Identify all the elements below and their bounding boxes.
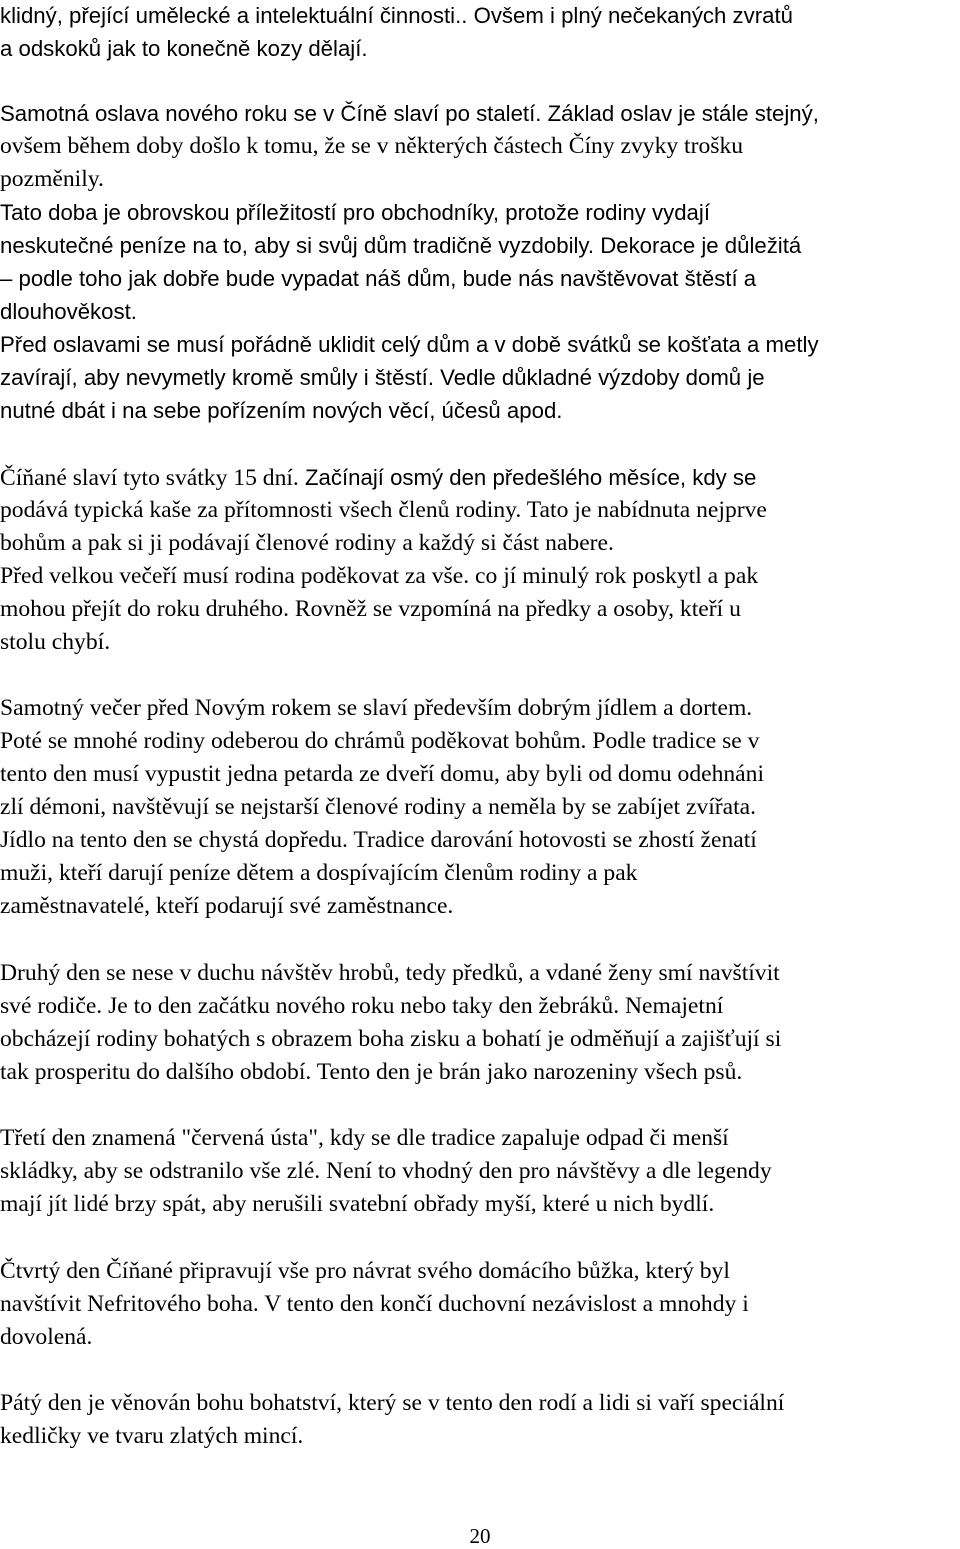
text-span: Nemajetní: [619, 993, 724, 1019]
text-line: Pátý den je věnován bohu bohatství, který se v tento den rodí a lidi si vaří speciální: [0, 1390, 785, 1416]
text-line: [0, 364, 765, 391]
text-span: Před velkou večeří musí rodina poděkovat za vše.: [0, 563, 470, 589]
text-line: obcházejí rodiny bohatých s obrazem boha zisku a bohatí je odměňují a zajišťují si: [0, 1026, 782, 1052]
text-line: [0, 497, 767, 524]
text-line: tento den musí vypustit jedna petarda ze dveří domu, aby byli od domu odehnáni: [0, 761, 765, 787]
text-span: Vedle důkladné výzdoby domů je: [434, 365, 765, 390]
text-line: Třetí den znamená "červená ústa", kdy se dle tradice zapaluje odpad či menší: [0, 1125, 729, 1151]
text-span: podává typická kaše za přítomnosti všech členů rodiny.: [0, 497, 522, 523]
text-line: bohům a pak si ji podávají členové rodiny a každý si část nabere.: [0, 530, 614, 556]
text-line: Samotná oslava nového roku se v Číně slaví po staletí. Základ oslav je stále stejný,: [0, 101, 819, 126]
page-number: 20: [469, 1524, 491, 1548]
text-span: Jídlo na tento den se chystá dopředu.: [0, 827, 348, 853]
text-span: Podle tradice se v: [586, 728, 760, 754]
text-line: ovšem během doby došlo k tomu, že se v některých částech Číny zvyky trošku: [0, 133, 744, 159]
text-line: kedličky ve tvaru zlatých mincí.: [0, 1423, 304, 1449]
text-span: Poté se mnohé rodiny odeberou do chrámů poděkovat bohům.: [0, 728, 587, 754]
text-line: nutné dbát i na sebe pořízením nových věcí, účesů apod.: [0, 398, 563, 423]
text-span: Dekorace je důležitá: [594, 233, 802, 258]
text-line: a odskoků jak to konečně kozy dělají.: [0, 36, 368, 61]
text-line: dovolená.: [0, 1324, 93, 1350]
text-span: Tradice darování hotovosti se zhostí ženatí: [347, 827, 757, 853]
text-span: Není to vhodný den pro návštěvy a dle legendy: [320, 1158, 772, 1184]
text-line: Před oslavami se musí pořádně uklidit celý dům a v době svátků se košťata a metly: [0, 332, 819, 357]
text-line: – podle toho jak dobře bude vypadat náš dům, bude nás navštěvovat štěstí a: [0, 266, 757, 291]
text-span: své rodiče.: [0, 993, 103, 1019]
text-span: co jí minulý rok poskytl a pak: [469, 563, 759, 589]
text-line: pozměnily.: [0, 166, 104, 192]
text-line: zlí démoni, navštěvují se nejstarší členové rodiny a neměla by se zabíjet zvířata.: [0, 794, 757, 820]
text-line: [0, 1059, 742, 1086]
text-span: skládky, aby se odstranilo vše zlé.: [0, 1158, 321, 1184]
text-line: [0, 563, 758, 590]
text-span: tak prosperitu do dalšího období.: [0, 1059, 312, 1085]
text-line: [0, 232, 801, 259]
text-span: neskutečné peníze na to, aby si svůj dům tradičně vyzdobily.: [0, 233, 595, 258]
text-line: [0, 596, 741, 623]
text-span: Je to den začátku nového roku nebo taky den žebráků.: [102, 993, 620, 1019]
text-line: Čtvrtý den Číňané připravují vše pro návrat svého domácího bůžka, který byl: [0, 1258, 730, 1284]
text-line: navštívit Nefritového boha. V tento den končí duchovní nezávislost a mnohdy i: [0, 1291, 749, 1317]
text-span: Rovněž se vzpomíná na předky a osoby, kteří u: [288, 596, 741, 622]
text-line: Druhý den se nese v duchu návštěv hrobů, tedy předků, a vdané ženy smí navštívit: [0, 960, 780, 986]
text-span: Tato je nabídnuta nejprve: [521, 497, 767, 523]
text-span: Tento den je brán jako narozeniny všech psů.: [311, 1059, 743, 1085]
text-line: Samotný večer před Novým rokem se slaví především dobrým jídlem a dortem.: [0, 695, 753, 721]
text-line: klidný, přející umělecké a intelektuální činnosti.. Ovšem i plný nečekaných zvratů: [0, 3, 793, 28]
text-line: [0, 827, 757, 854]
text-span: Začínají osmý den předešlého měsíce, kdy se: [298, 465, 757, 490]
text-line: [0, 993, 723, 1020]
text-line: muži, kteří darují peníze dětem a dospívajícím členům rodiny a pak: [0, 860, 638, 886]
text-line: [0, 728, 759, 755]
text-line: dlouhověkost.: [0, 299, 137, 324]
text-line: Tato doba je obrovskou příležitostí pro obchodníky, protože rodiny vydají: [0, 200, 710, 225]
text-span: Číňané slaví tyto svátky 15 dní.: [0, 465, 299, 491]
text-line: mají jít lidé brzy spát, aby nerušili svatební obřady myší, které u nich bydlí.: [0, 1191, 715, 1217]
text-line: [0, 464, 756, 492]
text-line: zaměstnavatelé, kteří podarují své zaměstnance.: [0, 893, 454, 919]
text-line: stolu chybí.: [0, 629, 111, 655]
text-span: zavírají, aby nevymetly kromě smůly i štěstí.: [0, 365, 435, 390]
text-span: mohou přejít do roku druhého.: [0, 596, 289, 622]
text-line: [0, 1158, 772, 1185]
